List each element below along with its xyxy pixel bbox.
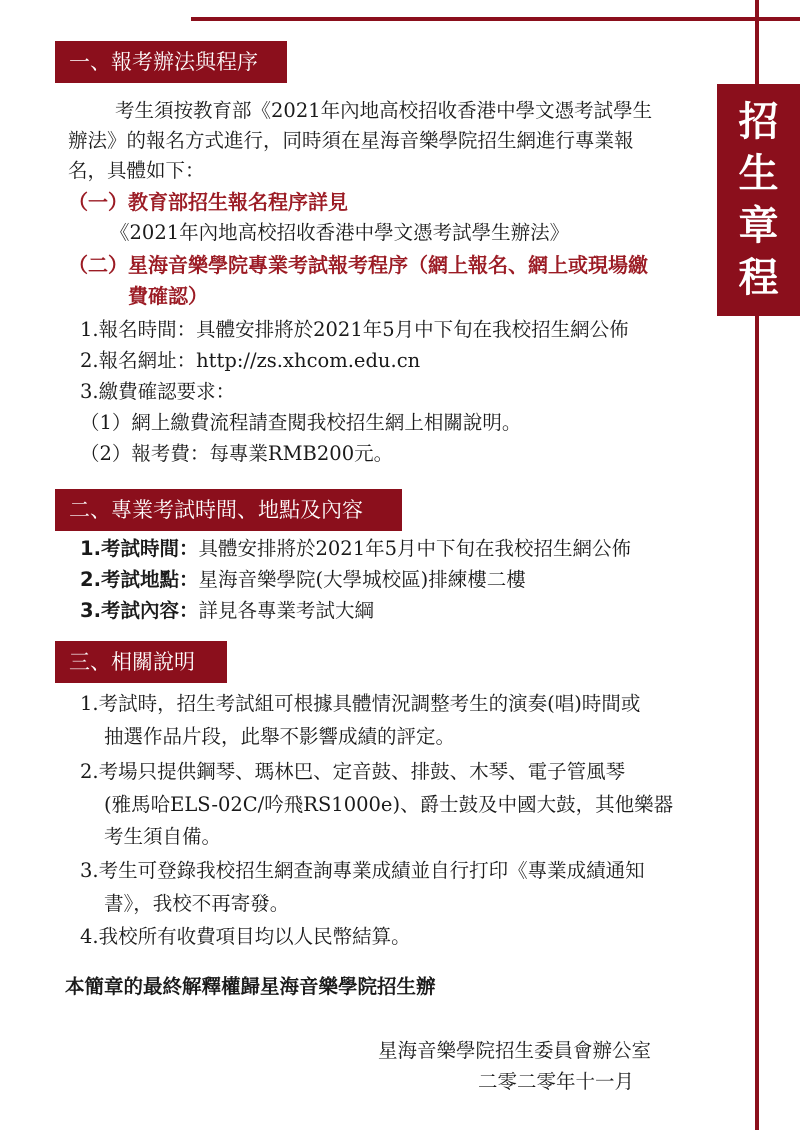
signature: 星海音樂學院招生委員會辦公室	[378, 1039, 652, 1062]
note-line: 抽選作品片段，此舉不影響成績的評定。	[104, 725, 456, 748]
intro-line-3: 名，具體如下：	[68, 159, 205, 182]
list-item: 2.報名網址：http://zs.xhcom.edu.cn	[80, 349, 421, 372]
top-decorative-line	[191, 17, 800, 21]
note-line: 書》，我校不再寄發。	[104, 892, 290, 915]
subheading-2-line-2: 費確認）	[128, 284, 208, 308]
note-line: (雅馬哈ELS-02C/吟飛RS1000e)、爵士鼓及中國大鼓，其他樂器	[104, 793, 674, 816]
note-line: 4.我校所有收費項目均以人民幣結算。	[80, 925, 411, 948]
final-note: 本簡章的最終解釋權歸星海音樂學院招生辦	[65, 975, 436, 998]
intro-line-1: 考生須按教育部《2021年內地高校招收香港中學文憑考試學生	[115, 99, 653, 122]
section-2-heading: 二、專業考試時間、地點及內容	[55, 489, 402, 531]
item-value: 詳見各專業考試大綱	[198, 599, 374, 622]
item-label: 1.考試時間：	[80, 537, 199, 560]
item-value: 星海音樂學院(大學城校區)排練樓二樓	[198, 568, 526, 591]
list-item: 1.報名時間：具體安排將於2021年5月中下旬在我校招生網公佈	[80, 318, 629, 341]
section-3-heading: 三、相關說明	[55, 641, 227, 683]
banner-char: 招	[738, 98, 779, 145]
note-line: 3.考生可登錄我校招生網查詢專業成績並自行打印《專業成績通知	[80, 859, 645, 882]
banner-char: 程	[738, 254, 779, 301]
list-item	[80, 565, 526, 595]
note-line: 考生須自備。	[104, 825, 222, 848]
intro-line-2: 辦法》的報名方式進行，同時須在星海音樂學院招生網進行專業報	[68, 129, 634, 152]
item-label: 2.考試地點：	[80, 568, 199, 591]
subheading-2-line-1: （二）星海音樂學院專業考試報考程序（網上報名、網上或現場繳	[68, 253, 648, 277]
section-1-heading: 一、報考辦法與程序	[55, 41, 287, 83]
note-line: 1.考試時，招生考試組可根據具體情況調整考生的演奏(唱)時間或	[80, 692, 641, 715]
list-item	[80, 596, 374, 626]
item-label: 3.考試內容：	[80, 599, 199, 622]
banner-char: 生	[738, 150, 779, 197]
item-value: 具體安排將於2021年5月中下旬在我校招生網公佈	[198, 537, 632, 560]
banner-char: 章	[738, 202, 779, 249]
date: 二零二零年十一月	[478, 1070, 635, 1093]
note-line: 2.考場只提供鋼琴、瑪林巴、定音鼓、排鼓、木琴、電子管風琴	[80, 760, 626, 783]
list-item	[80, 534, 631, 564]
list-item: （2）報考費：每專業RMB200元。	[80, 442, 394, 465]
subheading-1: （一）教育部招生報名程序詳見	[68, 190, 348, 214]
subheading-1-text: 《2021年內地高校招收香港中學文憑考試學生辦法》	[110, 221, 570, 244]
list-item: 3.繳費確認要求：	[80, 380, 236, 403]
side-banner-title	[717, 84, 800, 316]
list-item: （1）網上繳費流程請查閱我校招生網上相關說明。	[80, 411, 522, 434]
